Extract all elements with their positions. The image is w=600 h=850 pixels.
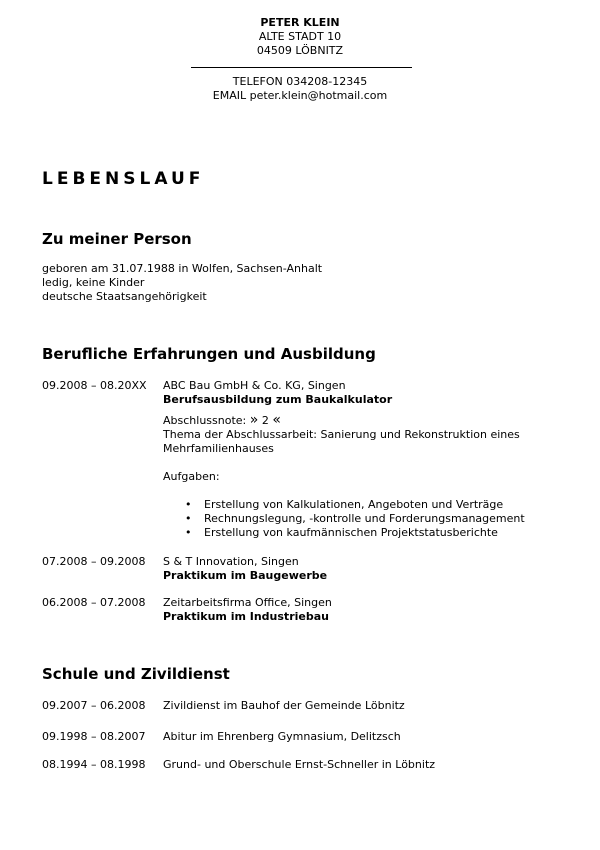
entry-role: Praktikum im Baugewerbe bbox=[163, 569, 328, 582]
entry-content bbox=[163, 555, 583, 583]
address-header bbox=[0, 16, 600, 58]
person-heading: Zu meiner Person bbox=[42, 230, 192, 248]
bullet-icon: • bbox=[185, 512, 192, 525]
entry-content bbox=[163, 379, 583, 540]
experience-heading: Berufliche Erfahrungen und Ausbildung bbox=[42, 345, 376, 363]
entry-date: 08.1994 – 08.1998 bbox=[42, 758, 146, 771]
entry-date: 09.2008 – 08.20XX bbox=[42, 379, 147, 392]
entry-text: Abitur im Ehrenberg Gymnasium, Delitzsch bbox=[163, 730, 401, 743]
entry-date: 06.2008 – 07.2008 bbox=[42, 596, 146, 609]
tasks-list bbox=[163, 498, 583, 540]
document-title: LEBENSLAUF bbox=[42, 169, 205, 189]
entry-role: Berufsausbildung zum Baukalkulator bbox=[163, 393, 393, 406]
person-details bbox=[42, 262, 322, 304]
marital-status: ledig, keine Kinder bbox=[42, 276, 145, 289]
entry-date: 09.2007 – 06.2008 bbox=[42, 699, 146, 712]
applicant-name: PETER KLEIN bbox=[260, 16, 340, 29]
street-address: ALTE STADT 10 bbox=[258, 30, 342, 43]
entry-company: S & T Innovation, Singen bbox=[163, 555, 299, 568]
school-heading: Schule und Zivildienst bbox=[42, 665, 230, 683]
entry-date: 09.1998 – 08.2007 bbox=[42, 730, 146, 743]
entry-company: ABC Bau GmbH & Co. KG, Singen bbox=[163, 379, 346, 392]
list-item: • Erstellung von Kalkulationen, Angeboten und Verträge bbox=[185, 498, 504, 511]
phone-number: TELEFON 034208-12345 bbox=[232, 75, 368, 88]
grade-open-quote: » bbox=[249, 412, 259, 428]
grade-value: 2 bbox=[261, 414, 269, 427]
nationality: deutsche Staatsangehörigkeit bbox=[42, 290, 207, 303]
tasks-label: Aufgaben: bbox=[163, 470, 220, 483]
email-address: EMAIL peter.klein@hotmail.com bbox=[212, 89, 388, 102]
list-item: • Rechnungslegung, -kontrolle und Forderungsmanagement bbox=[185, 512, 525, 525]
grade-label: Abschlussnote: bbox=[163, 414, 247, 427]
thesis-line-1: Thema der Abschlussarbeit: Sanierung und Rekonstruktion eines bbox=[163, 428, 520, 441]
entry-content bbox=[163, 596, 583, 624]
birth-info: geboren am 31.07.1988 in Wolfen, Sachsen-Anhalt bbox=[42, 262, 323, 275]
bullet-icon: • bbox=[185, 526, 192, 539]
header-divider bbox=[191, 67, 412, 68]
entry-text: Grund- und Oberschule Ernst-Schneller in Löbnitz bbox=[163, 758, 436, 771]
grade-line bbox=[163, 413, 583, 428]
thesis-line-2: Mehrfamilienhauses bbox=[163, 442, 274, 455]
entry-role: Praktikum im Industriebau bbox=[163, 610, 329, 623]
bullet-icon: • bbox=[185, 498, 192, 511]
entry-date: 07.2008 – 09.2008 bbox=[42, 555, 146, 568]
entry-text: Zivildienst im Bauhof der Gemeinde Löbnitz bbox=[163, 699, 405, 712]
grade-close-quote: « bbox=[272, 412, 281, 428]
list-item: • Erstellung von kaufmännischen Projektstatusberichte bbox=[185, 526, 498, 539]
contact-info bbox=[0, 75, 600, 103]
city-address: 04509 LÖBNITZ bbox=[256, 44, 344, 57]
entry-company: Zeitarbeitsfirma Office, Singen bbox=[163, 596, 332, 609]
